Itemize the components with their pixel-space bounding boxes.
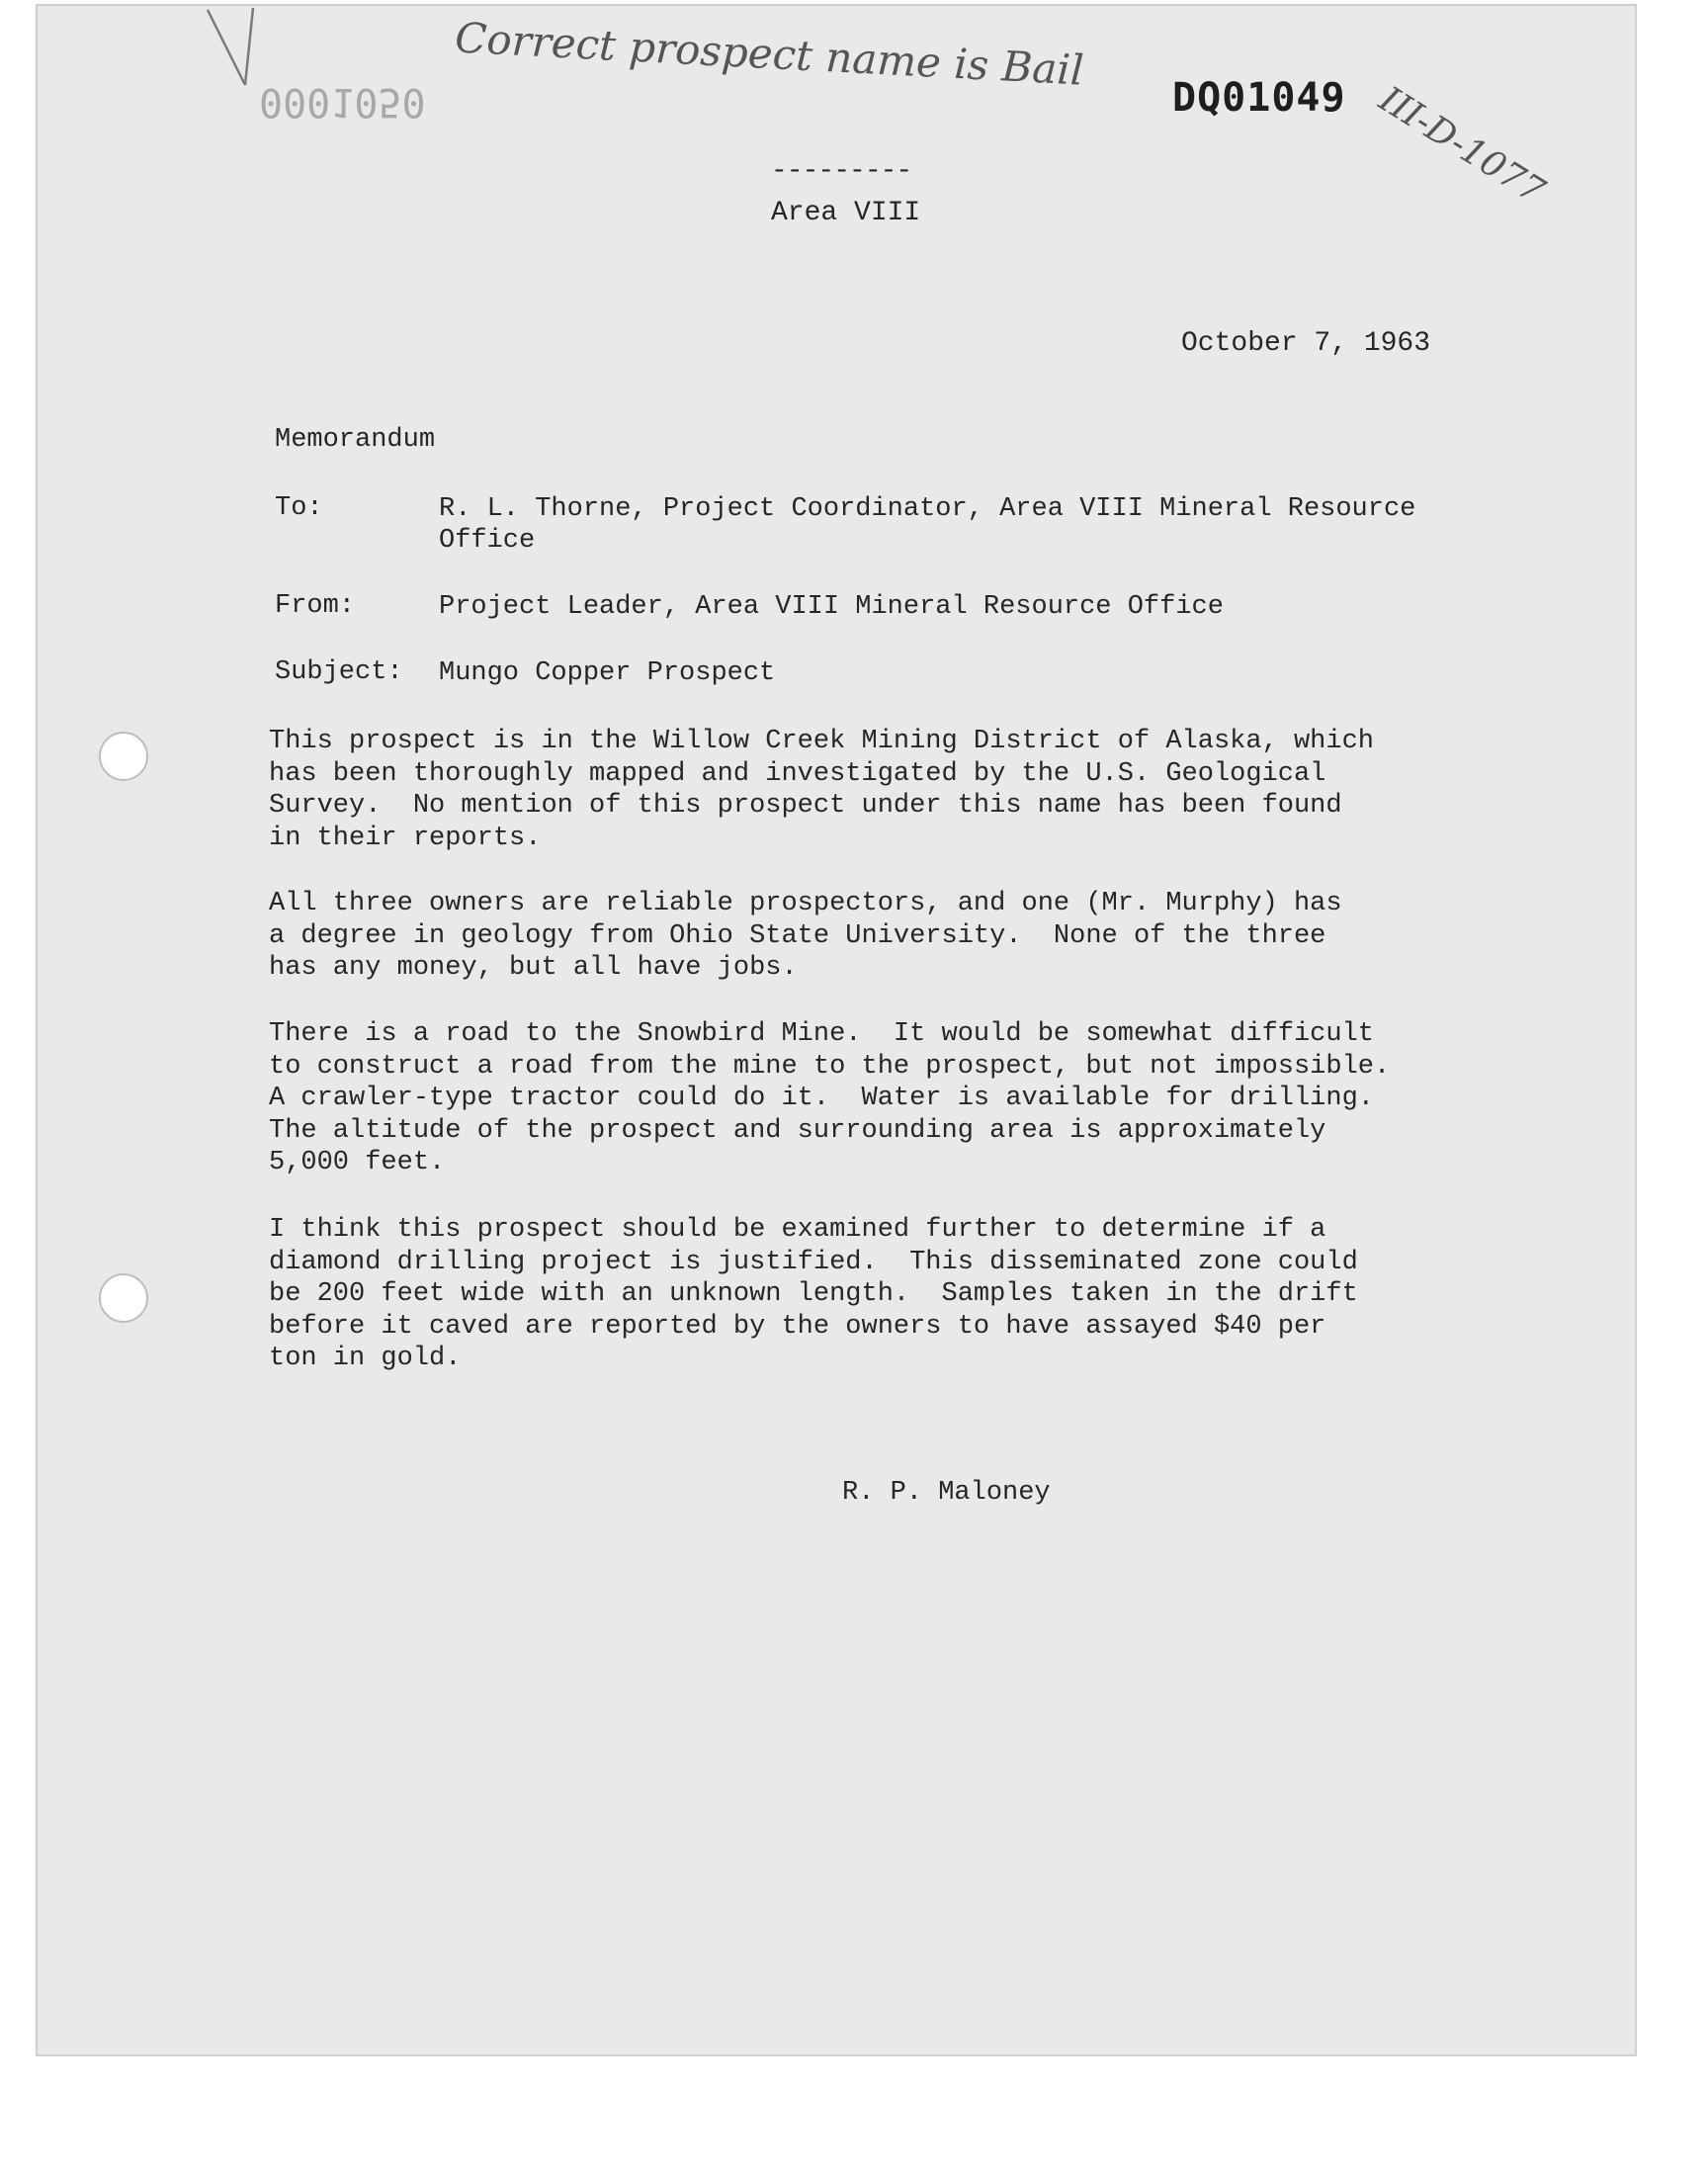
text-line: diamond drilling project is justified. This disseminated zone could xyxy=(269,1247,1358,1277)
text-line: The altitude of the prospect and surrounding area is approximately xyxy=(269,1115,1326,1146)
subject-value: Mungo Copper Prospect xyxy=(439,658,776,688)
memo-type-label: Memorandum xyxy=(275,425,436,455)
text-line: before it caved are reported by the owners to have assayed $40 per xyxy=(269,1311,1326,1342)
text-line: Survey. No mention of this prospect under this name has been found xyxy=(269,791,1342,821)
header-rule: --------- xyxy=(771,156,912,187)
text-line: to construct a road from the mine to the prospect, but not impossible. xyxy=(269,1051,1391,1082)
signature-name: R. P. Maloney xyxy=(842,1478,1051,1508)
from-value: Project Leader, Area VIII Mineral Resource Office xyxy=(439,592,1224,622)
text-line: be 200 feet wide with an unknown length. Samples taken in the drift xyxy=(269,1279,1358,1309)
area-heading: Area VIII xyxy=(771,198,921,228)
text-line: There is a road to the Snowbird Mine. It would be somewhat difficult xyxy=(269,1019,1374,1049)
subject-label: Subject: xyxy=(275,657,403,687)
to-value: R. L. Thorne, Project Coordinator, Area VIII Mineral Resource Office xyxy=(439,494,1416,556)
to-label: To: xyxy=(275,493,323,523)
text-line: All three owners are reliable prospectors, and one (Mr. Murphy) has xyxy=(269,889,1342,918)
text-line: a degree in geology from Ohio State University. None of the three xyxy=(269,920,1326,951)
text-line: A crawler-type tractor could do it. Water is available for drilling. xyxy=(269,1084,1374,1113)
handwritten-note: Correct prospect name is Bail xyxy=(454,13,1085,95)
text-line: has any money, but all have jobs. xyxy=(269,953,798,983)
from-label: From: xyxy=(275,591,356,621)
text-line: 5,000 feet. xyxy=(269,1148,446,1177)
text-line: in their reports. xyxy=(269,823,542,853)
punch-hole xyxy=(99,732,148,781)
body-paragraph-3 xyxy=(269,1018,1455,1179)
handwritten-reference: III-D-1077 xyxy=(1372,79,1552,213)
body-paragraph-4 xyxy=(269,1214,1455,1375)
body-paragraph-1 xyxy=(269,726,1455,854)
text-line: has been thoroughly mapped and investigated by the U.S. Geological xyxy=(269,758,1326,789)
text-line: I think this prospect should be examined further to determine if a xyxy=(269,1215,1326,1245)
punch-hole xyxy=(99,1273,148,1323)
text-line: This prospect is in the Willow Creek Mining District of Alaska, which xyxy=(269,727,1374,756)
memo-date: October 7, 1963 xyxy=(1181,328,1431,359)
document-number-stamp: DQ01049 xyxy=(1172,75,1346,121)
check-mark-icon xyxy=(206,6,265,95)
faint-stamp-number: 0001050 xyxy=(259,79,426,125)
body-paragraph-2 xyxy=(269,888,1455,985)
text-line: ton in gold. xyxy=(269,1344,462,1373)
